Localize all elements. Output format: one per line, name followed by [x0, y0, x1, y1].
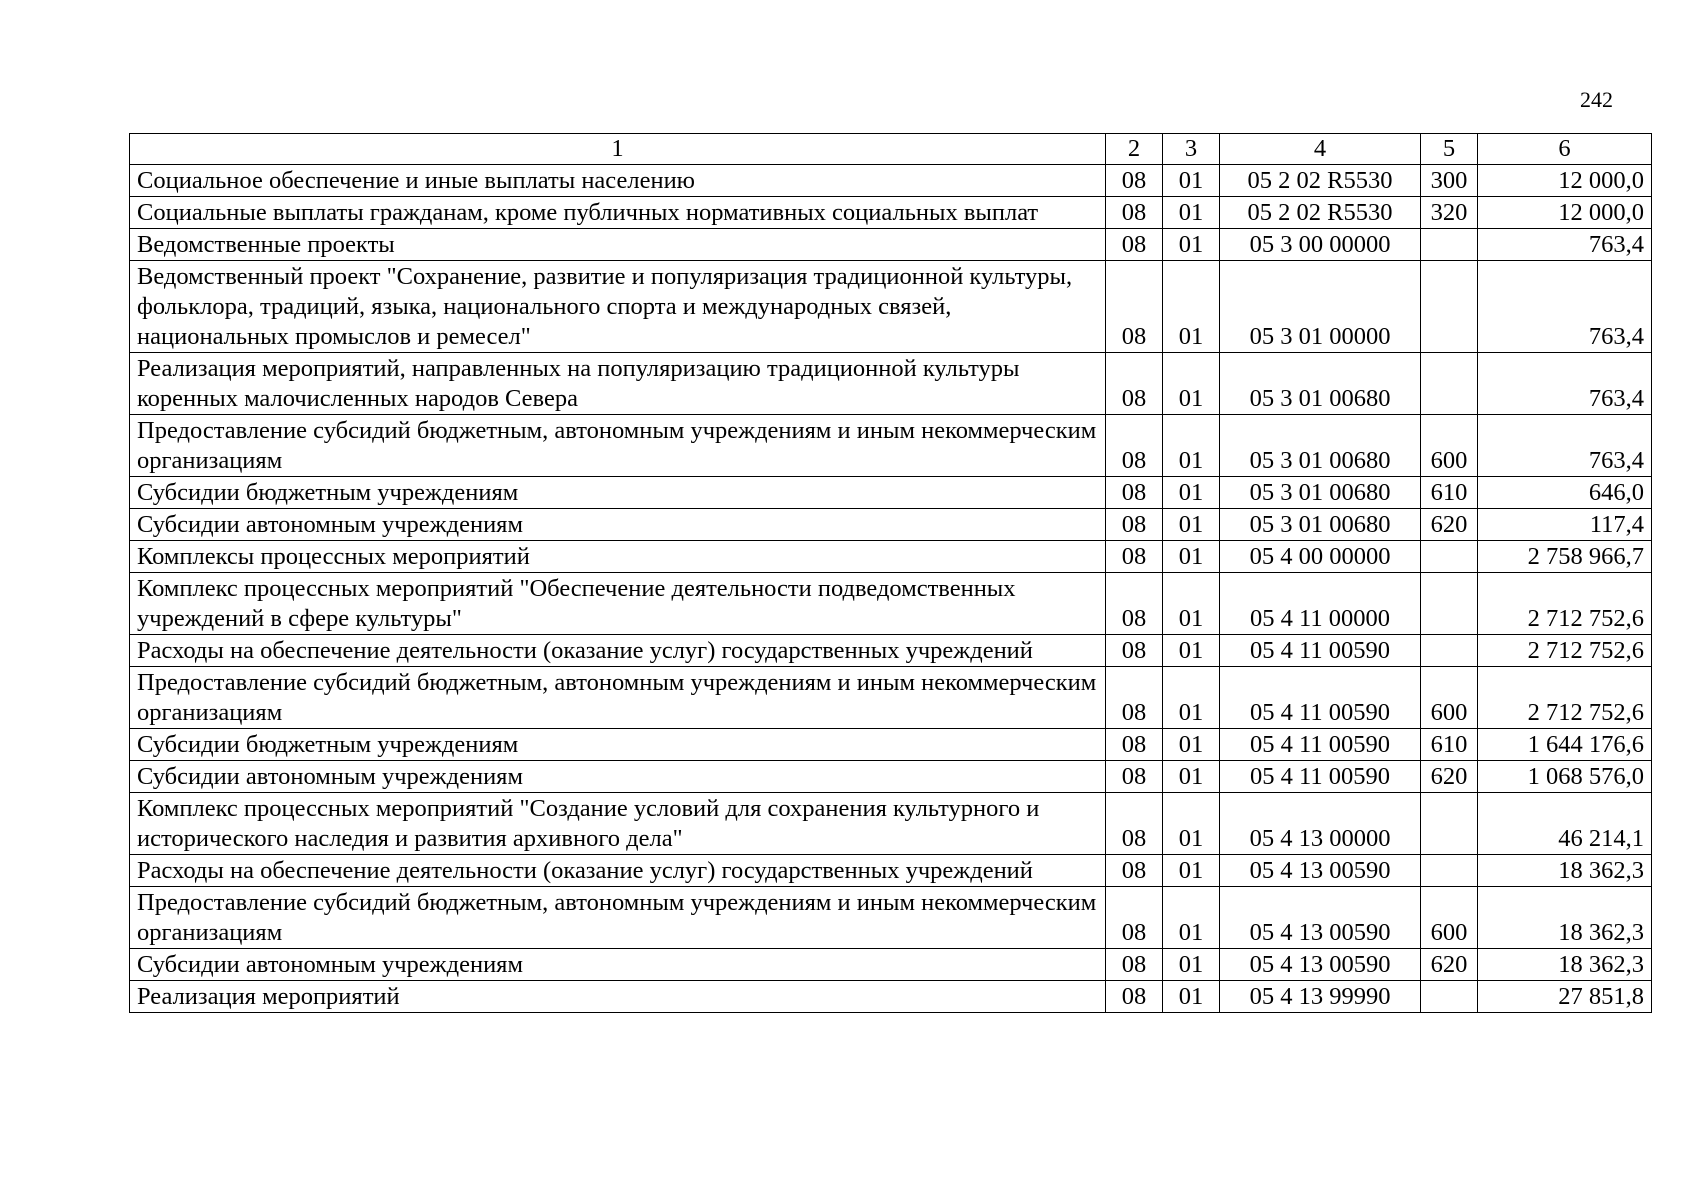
row-name: Субсидии бюджетным учреждениям: [130, 477, 1106, 509]
row-name: Субсидии автономным учреждениям: [130, 509, 1106, 541]
table-row: [130, 729, 1652, 761]
table-row: [130, 477, 1652, 509]
row-expense-type: 620: [1421, 949, 1478, 981]
row-subsection: 01: [1163, 477, 1220, 509]
row-name: Субсидии бюджетным учреждениям: [130, 729, 1106, 761]
row-expense-type: 610: [1421, 729, 1478, 761]
table-row: [130, 541, 1652, 573]
row-section: 08: [1106, 573, 1163, 635]
row-subsection: 01: [1163, 667, 1220, 729]
row-subsection: 01: [1163, 793, 1220, 855]
table-row: [130, 887, 1652, 949]
row-amount: 763,4: [1478, 261, 1652, 353]
row-target-code: 05 4 13 00590: [1220, 887, 1421, 949]
row-amount: 18 362,3: [1478, 855, 1652, 887]
row-expense-type: 610: [1421, 477, 1478, 509]
row-section: 08: [1106, 981, 1163, 1013]
table-row: [130, 261, 1652, 353]
row-name: Реализация мероприятий: [130, 981, 1106, 1013]
row-expense-type: 620: [1421, 509, 1478, 541]
column-header-6: 6: [1478, 134, 1652, 165]
row-expense-type: [1421, 793, 1478, 855]
table-row: [130, 949, 1652, 981]
row-section: 08: [1106, 197, 1163, 229]
row-amount: 2 758 966,7: [1478, 541, 1652, 573]
row-expense-type: 600: [1421, 667, 1478, 729]
table-row: [130, 855, 1652, 887]
row-subsection: 01: [1163, 729, 1220, 761]
column-header-4: 4: [1220, 134, 1421, 165]
row-target-code: 05 4 00 00000: [1220, 541, 1421, 573]
row-name: Комплекс процессных мероприятий "Создание условий для сохранения культурного и исторического наследия и развития архивного дела": [130, 793, 1106, 855]
row-section: 08: [1106, 415, 1163, 477]
row-expense-type: 600: [1421, 887, 1478, 949]
row-name: Социальные выплаты гражданам, кроме публичных нормативных социальных выплат: [130, 197, 1106, 229]
row-section: 08: [1106, 477, 1163, 509]
row-section: 08: [1106, 855, 1163, 887]
row-section: 08: [1106, 541, 1163, 573]
row-section: 08: [1106, 165, 1163, 197]
table-row: [130, 415, 1652, 477]
row-target-code: 05 4 11 00590: [1220, 635, 1421, 667]
row-amount: 2 712 752,6: [1478, 635, 1652, 667]
row-name: Расходы на обеспечение деятельности (оказание услуг) государственных учреждений: [130, 855, 1106, 887]
row-subsection: 01: [1163, 261, 1220, 353]
row-expense-type: [1421, 353, 1478, 415]
row-section: 08: [1106, 729, 1163, 761]
row-target-code: 05 3 00 00000: [1220, 229, 1421, 261]
row-amount: 763,4: [1478, 415, 1652, 477]
row-subsection: 01: [1163, 887, 1220, 949]
row-section: 08: [1106, 761, 1163, 793]
budget-table: [129, 133, 1652, 1013]
row-target-code: 05 3 01 00680: [1220, 353, 1421, 415]
row-subsection: 01: [1163, 165, 1220, 197]
row-name: Предоставление субсидий бюджетным, автономным учреждениям и иным некоммерческим организациям: [130, 887, 1106, 949]
table-row: [130, 353, 1652, 415]
row-target-code: 05 3 01 00000: [1220, 261, 1421, 353]
row-amount: 763,4: [1478, 229, 1652, 261]
row-target-code: 05 2 02 R5530: [1220, 165, 1421, 197]
row-section: 08: [1106, 229, 1163, 261]
row-name: Предоставление субсидий бюджетным, автономным учреждениям и иным некоммерческим организациям: [130, 415, 1106, 477]
row-subsection: 01: [1163, 353, 1220, 415]
row-target-code: 05 4 13 99990: [1220, 981, 1421, 1013]
row-target-code: 05 3 01 00680: [1220, 509, 1421, 541]
row-expense-type: 300: [1421, 165, 1478, 197]
row-target-code: 05 4 11 00000: [1220, 573, 1421, 635]
row-expense-type: [1421, 855, 1478, 887]
row-name: Социальное обеспечение и иные выплаты населению: [130, 165, 1106, 197]
row-expense-type: [1421, 541, 1478, 573]
row-expense-type: 320: [1421, 197, 1478, 229]
row-subsection: 01: [1163, 509, 1220, 541]
column-header-3: 3: [1163, 134, 1220, 165]
page-number: 242: [1580, 87, 1613, 112]
table-header-row: [130, 134, 1652, 165]
row-section: 08: [1106, 509, 1163, 541]
row-subsection: 01: [1163, 949, 1220, 981]
row-amount: 46 214,1: [1478, 793, 1652, 855]
column-header-5: 5: [1421, 134, 1478, 165]
row-amount: 2 712 752,6: [1478, 667, 1652, 729]
row-amount: 27 851,8: [1478, 981, 1652, 1013]
row-amount: 763,4: [1478, 353, 1652, 415]
row-subsection: 01: [1163, 573, 1220, 635]
table-row: [130, 509, 1652, 541]
row-expense-type: [1421, 635, 1478, 667]
row-name: Ведомственные проекты: [130, 229, 1106, 261]
row-subsection: 01: [1163, 415, 1220, 477]
row-name: Реализация мероприятий, направленных на популяризацию традиционной культуры коренных малочисленных народов Севера: [130, 353, 1106, 415]
row-section: 08: [1106, 261, 1163, 353]
table-row: [130, 573, 1652, 635]
column-header-1: 1: [130, 134, 1106, 165]
table-row: [130, 635, 1652, 667]
row-target-code: 05 4 11 00590: [1220, 729, 1421, 761]
row-amount: 1 068 576,0: [1478, 761, 1652, 793]
row-name: Расходы на обеспечение деятельности (оказание услуг) государственных учреждений: [130, 635, 1106, 667]
row-target-code: 05 2 02 R5530: [1220, 197, 1421, 229]
table-row: [130, 667, 1652, 729]
row-expense-type: [1421, 981, 1478, 1013]
row-target-code: 05 4 11 00590: [1220, 761, 1421, 793]
row-subsection: 01: [1163, 761, 1220, 793]
row-amount: 117,4: [1478, 509, 1652, 541]
row-section: 08: [1106, 949, 1163, 981]
row-amount: 18 362,3: [1478, 887, 1652, 949]
row-subsection: 01: [1163, 197, 1220, 229]
column-header-2: 2: [1106, 134, 1163, 165]
row-target-code: 05 4 11 00590: [1220, 667, 1421, 729]
row-target-code: 05 3 01 00680: [1220, 477, 1421, 509]
row-subsection: 01: [1163, 981, 1220, 1013]
row-expense-type: [1421, 573, 1478, 635]
table-row: [130, 793, 1652, 855]
row-name: Ведомственный проект "Сохранение, развитие и популяризация традиционной культуры, фольклора, традиций, языка, национального спорта и международных связей, национальных промыслов и ремесел": [130, 261, 1106, 353]
row-amount: 1 644 176,6: [1478, 729, 1652, 761]
row-amount: 2 712 752,6: [1478, 573, 1652, 635]
table-body: [130, 165, 1652, 1013]
row-target-code: 05 4 13 00590: [1220, 855, 1421, 887]
row-target-code: 05 4 13 00000: [1220, 793, 1421, 855]
row-name: Субсидии автономным учреждениям: [130, 949, 1106, 981]
row-subsection: 01: [1163, 229, 1220, 261]
table-row: [130, 165, 1652, 197]
row-section: 08: [1106, 793, 1163, 855]
row-name: Комплекс процессных мероприятий "Обеспечение деятельности подведомственных учреждений в сфере культуры": [130, 573, 1106, 635]
row-expense-type: 600: [1421, 415, 1478, 477]
row-expense-type: [1421, 229, 1478, 261]
row-name: Комплексы процессных мероприятий: [130, 541, 1106, 573]
row-name: Предоставление субсидий бюджетным, автономным учреждениям и иным некоммерческим организациям: [130, 667, 1106, 729]
row-amount: 12 000,0: [1478, 197, 1652, 229]
row-amount: 646,0: [1478, 477, 1652, 509]
row-expense-type: [1421, 261, 1478, 353]
table-row: [130, 761, 1652, 793]
row-name: Субсидии автономным учреждениям: [130, 761, 1106, 793]
row-section: 08: [1106, 667, 1163, 729]
row-target-code: 05 3 01 00680: [1220, 415, 1421, 477]
row-section: 08: [1106, 887, 1163, 949]
table-row: [130, 197, 1652, 229]
row-subsection: 01: [1163, 541, 1220, 573]
row-subsection: 01: [1163, 855, 1220, 887]
table-row: [130, 981, 1652, 1013]
row-section: 08: [1106, 635, 1163, 667]
row-amount: 12 000,0: [1478, 165, 1652, 197]
row-subsection: 01: [1163, 635, 1220, 667]
row-expense-type: 620: [1421, 761, 1478, 793]
row-amount: 18 362,3: [1478, 949, 1652, 981]
row-target-code: 05 4 13 00590: [1220, 949, 1421, 981]
table-row: [130, 229, 1652, 261]
row-section: 08: [1106, 353, 1163, 415]
